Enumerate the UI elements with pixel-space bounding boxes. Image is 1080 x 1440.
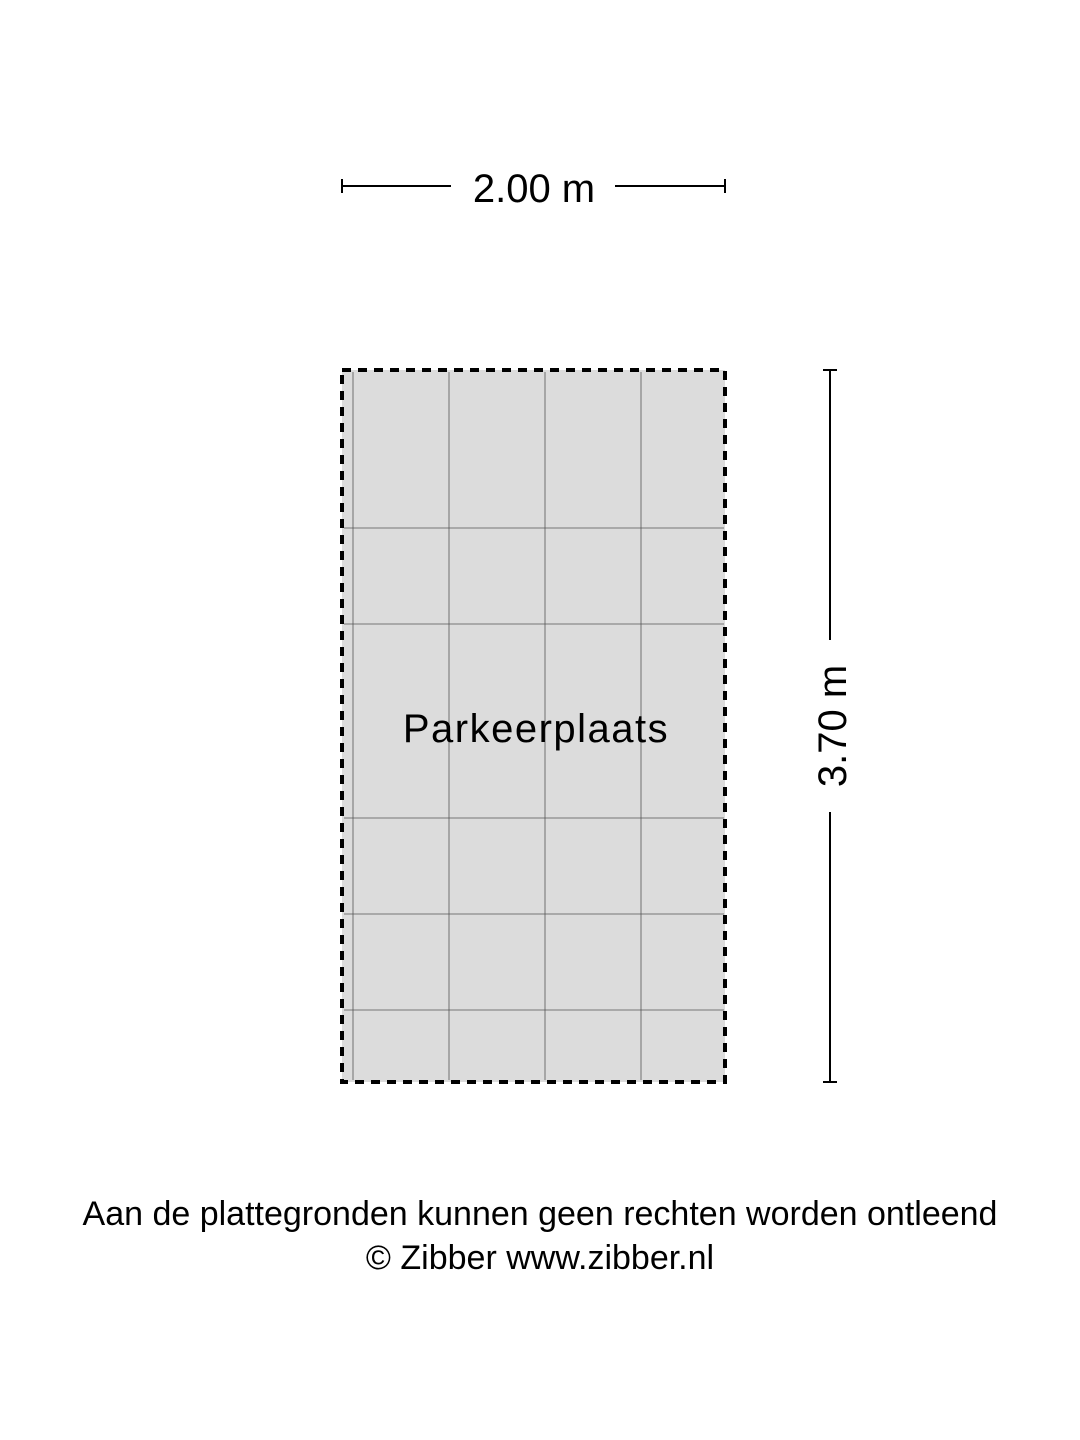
width-dimension xyxy=(341,167,726,211)
height-dimension xyxy=(811,370,855,1082)
room-label: Parkeerplaats xyxy=(402,707,670,751)
disclaimer-text: Aan de plattegronden kunnen geen rechten worden ontleend xyxy=(82,1195,998,1233)
copyright-link-text: © Zibber www.zibber.nl xyxy=(365,1239,715,1277)
height-dimension-label: 3.70 m xyxy=(811,664,855,788)
width-dimension-label: 2.00 m xyxy=(472,167,596,211)
room-parkeerplaats xyxy=(342,370,725,1082)
